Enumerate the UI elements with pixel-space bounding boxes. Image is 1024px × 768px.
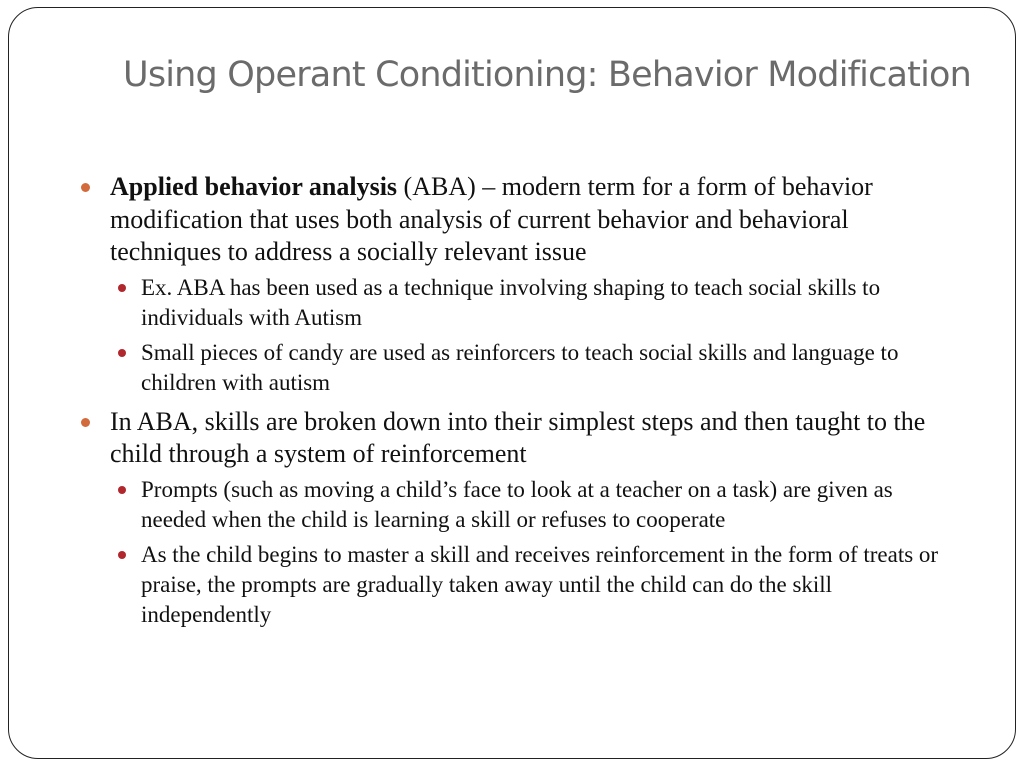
slide-frame bbox=[8, 7, 1016, 759]
bullet-dot-icon bbox=[81, 418, 90, 427]
bullet-item bbox=[81, 171, 961, 269]
bullet-group-1 bbox=[81, 171, 961, 398]
bullet-dot-icon bbox=[118, 551, 126, 559]
bullet-text: (ABA) – modern term for a form of behavior modification that uses both analysis of current behavior and behavioral techniques to address a socially relevant issue bbox=[110, 172, 873, 266]
sub-bullet-text: As the child begins to master a skill and receives reinforcement in the form of treats or praise, the prompts are gradually taken away until the child can do the skill independently bbox=[141, 541, 939, 627]
bullet-group-2 bbox=[81, 406, 961, 630]
slide-title: Using Operant Conditioning: Behavior Modification bbox=[123, 55, 972, 95]
sub-bullet-item bbox=[81, 338, 961, 398]
bullet-dot-icon bbox=[118, 486, 126, 494]
bullet-dot-icon bbox=[118, 349, 126, 357]
bullet-text: In ABA, skills are broken down into their simplest steps and then taught to the child through a system of reinforcement bbox=[110, 406, 926, 468]
sub-bullet-text: Small pieces of candy are used as reinforcers to teach social skills and language to children with autism bbox=[141, 339, 899, 395]
bullet-bold-term: Applied behavior analysis bbox=[110, 172, 398, 201]
bullet-dot-icon bbox=[118, 284, 126, 292]
slide-content bbox=[81, 171, 961, 638]
sub-bullet-item bbox=[81, 540, 961, 630]
sub-bullet-text: Ex. ABA has been used as a technique involving shaping to teach social skills to individuals with Autism bbox=[141, 274, 881, 330]
sub-bullet-text: Prompts (such as moving a child’s face to look at a teacher on a task) are given as needed when the child is learning a skill or refuses to cooperate bbox=[141, 476, 893, 532]
bullet-item bbox=[81, 406, 961, 471]
sub-bullet-item bbox=[81, 273, 961, 333]
sub-bullet-item bbox=[81, 475, 961, 535]
bullet-dot-icon bbox=[81, 183, 90, 192]
